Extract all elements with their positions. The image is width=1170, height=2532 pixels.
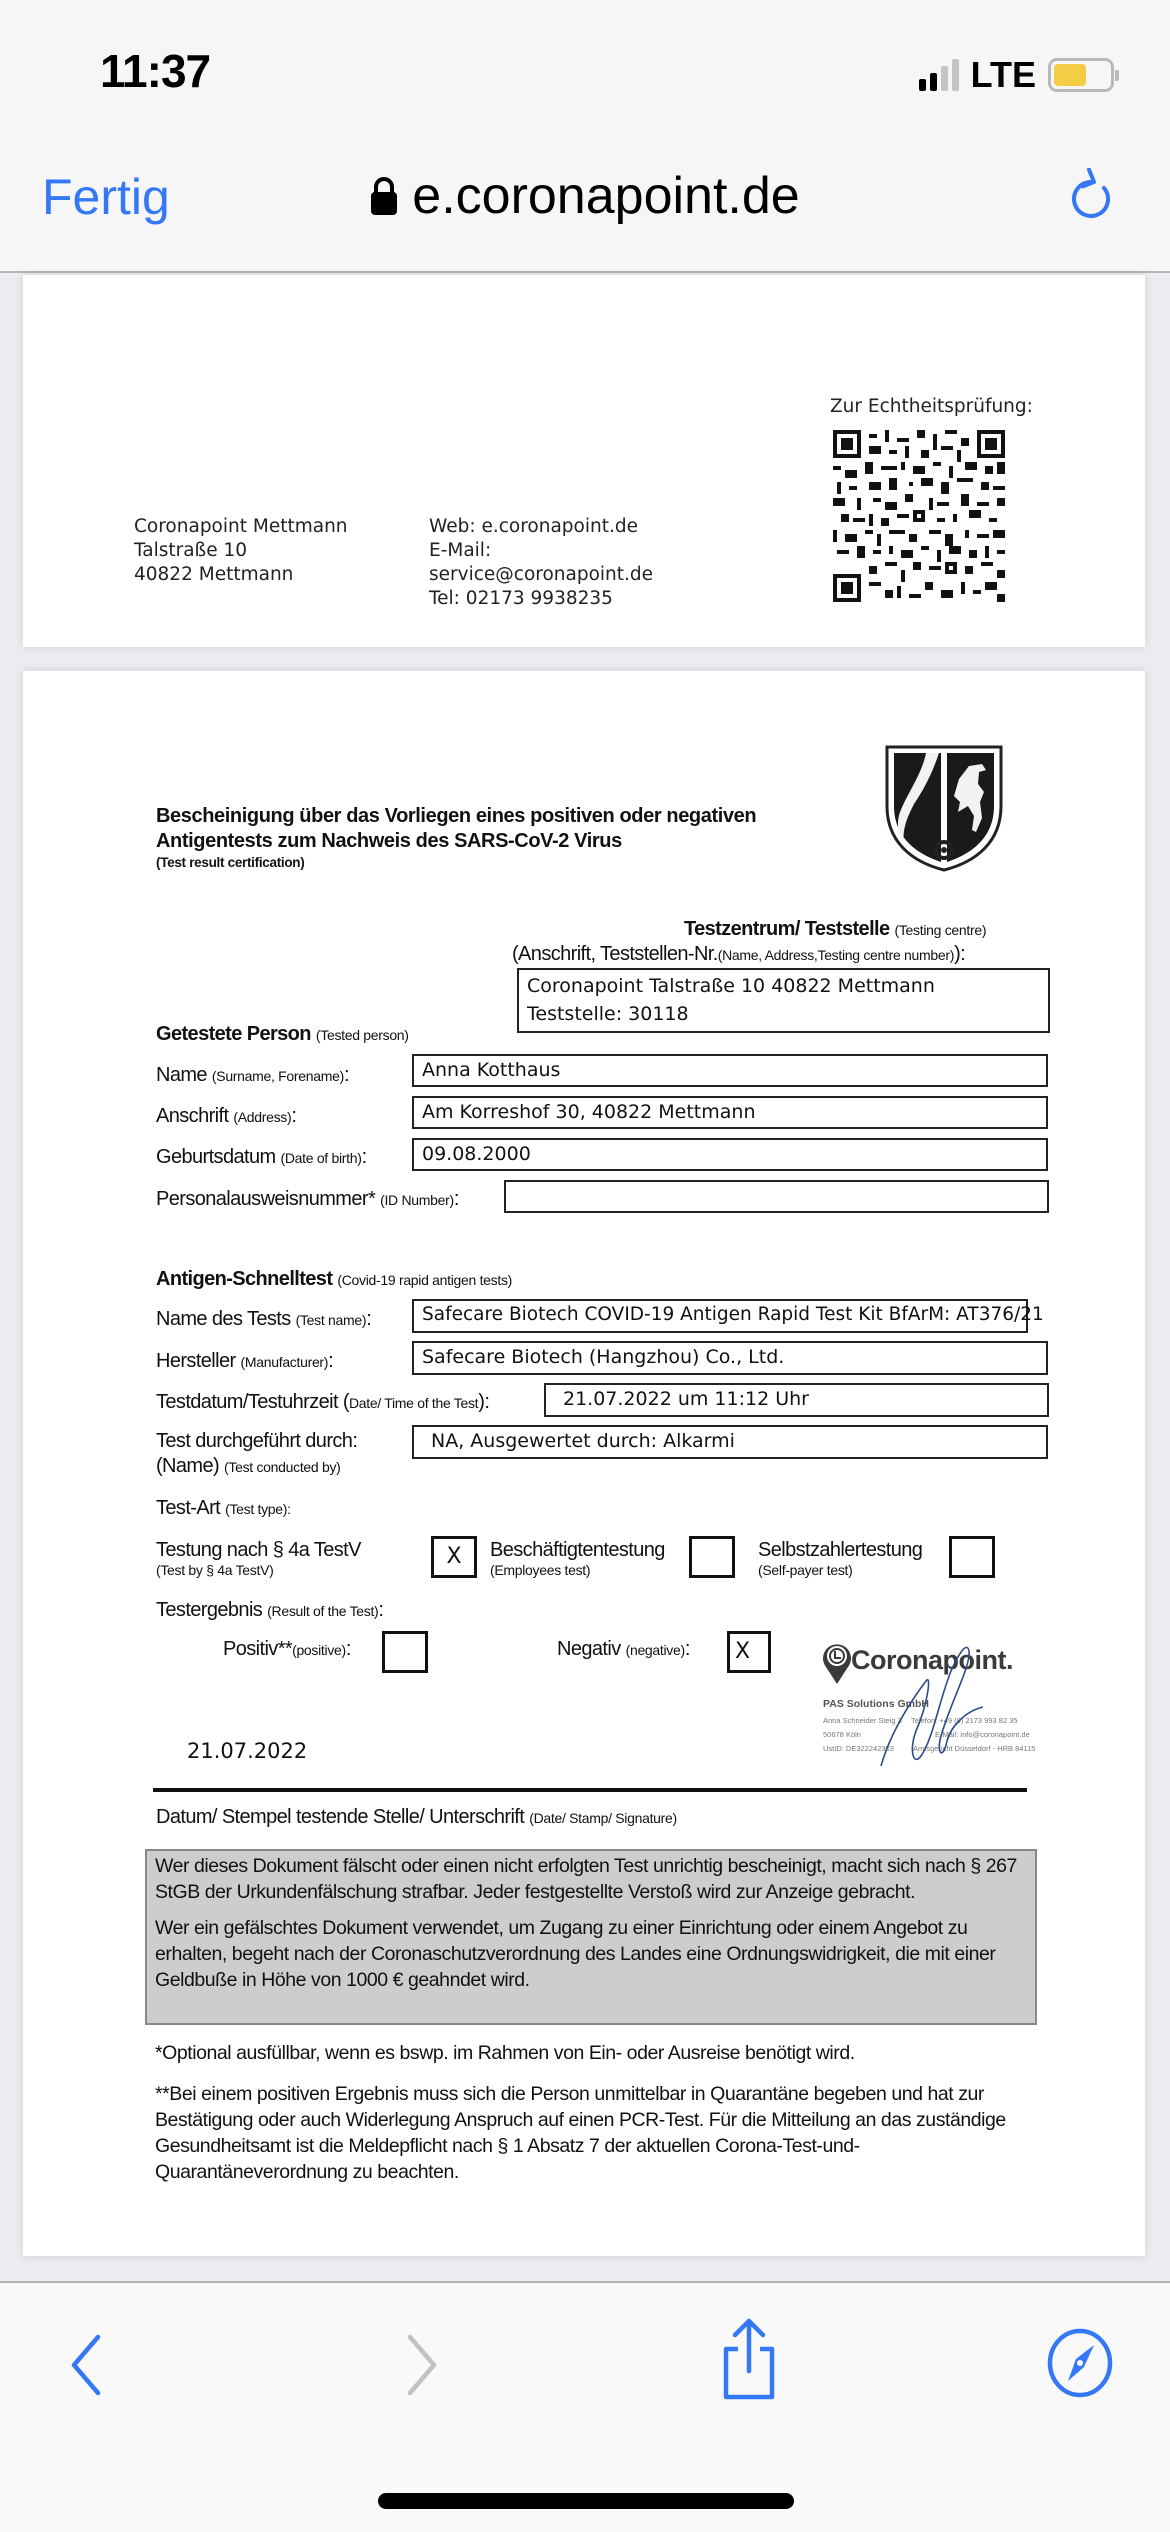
conducted-by-label-name: (Name) [156,1455,220,1477]
name-field: Anna Kotthaus [412,1054,1048,1087]
lock-icon [370,176,398,216]
testing-centre-title-en: (Testing centre) [894,922,987,938]
test-datetime-label-end: ): [478,1391,490,1413]
test-datetime-field: 21.07.2022 um 11:12 Uhr [544,1383,1049,1417]
option-selfpayer-label-en: (Self-payer test) [758,1562,853,1578]
birthdate-label-de: Geburtsdatum [156,1146,276,1168]
contact-email: service@coronapoint.de [429,564,654,585]
company-contact [429,515,653,611]
address-label-de: Anschrift [156,1105,229,1127]
legal-warning-box [145,1849,1037,2025]
id-number-label-de: Personalausweisnummer* [156,1188,376,1210]
antigen-test-title-en: (Covid-19 rapid antigen tests) [337,1272,513,1288]
manufacturer-label-de: Hersteller [156,1350,236,1372]
company-street: Talstraße 10 [134,540,248,561]
test-name-label-de: Name des Tests [156,1308,291,1330]
name-label-en: (Surname, Forename) [211,1068,344,1084]
tested-person-heading [156,1023,409,1046]
centre-sublabel: (Anschrift, Teststellen-Nr. [512,943,718,965]
conducted-by-label [156,1429,357,1480]
positive-label: Positiv**(positive): [223,1638,351,1660]
signature-date: 21.07.2022 [187,1739,308,1763]
id-number-label-en: (ID Number) [380,1192,454,1208]
positive-label-de: Positiv** [223,1638,293,1660]
antigen-test-title: Antigen-Schnelltest [156,1268,333,1290]
compass-icon[interactable] [1046,2327,1114,2399]
stamp-court: Amtsgericht Düsseldorf - HRB 84115 [913,1744,1036,1753]
address-label-en: (Address) [233,1109,292,1125]
id-number-label: Personalausweisnummer* (ID Number): [156,1188,459,1210]
company-city: 40822 Mettmann [134,564,294,585]
warning-forgery: Wer dieses Dokument fälscht oder einen nicht erfolgten Test unrichtig bescheinigt, macht sich nach § 267 StGB der Urkundenfälschung strafbar. Jeder festgestellte Verstoß wird zur Anzeige gebracht. [155,1855,1017,1903]
footnote-optional: *Optional ausfüllbar, wenn es bswp. im Rahmen von Ein- oder Ausreise benötigt wird. [155,2042,855,2064]
testing-centre-sublabel [512,943,965,966]
browser-top-bar [0,0,1170,273]
footnote-positive: **Bei einem positiven Ergebnis muss sich die Person unmittelbar in Quarantäne begeben und hat zur Bestätigung oder auch Widerlegung Anspruch auf einen PCR-Test. Für die Mitteilung an das zuständige Gesundheitsamt ist die Meldepflicht nach § 1 Absatz 7 der aktuellen Corona-Test-und-Quarantäneverordnung zu beachten. [155,2083,1006,2183]
option-employees-label-en: (Employees test) [490,1562,591,1578]
signature-label-en: (Date/ Stamp/ Signature) [529,1810,677,1826]
stamp-email: E-Mail: info@coronapoint.de [935,1730,1030,1739]
chevron-right-icon[interactable] [402,2333,442,2397]
test-type-label-de: Test-Art [156,1497,221,1519]
title-english: (Test result certification) [156,855,305,870]
company-address [134,515,348,587]
contact-email-label: E-Mail: [429,540,492,561]
positive-label-en: (positive) [292,1642,346,1658]
status-time: 11:37 [100,45,211,97]
option-4a-label: Testung nach § 4a TestV [156,1539,361,1561]
negative-label: Negativ (negative): [557,1638,690,1660]
option-selfpayer-label: Selbstzahlertestung [758,1539,923,1561]
map-pin-logo-icon [821,1641,853,1685]
stamp-phone: Telefon: +49 (0) 2173 993 82 35 [911,1716,1018,1725]
home-indicator[interactable] [378,2493,794,2509]
testing-centre-address: Coronapoint Talstraße 10 40822 Mettmann [527,975,935,997]
test-datetime-label [156,1391,489,1414]
birthdate-field: 09.08.2000 [412,1138,1048,1171]
contact-web: Web: e.coronapoint.de [429,516,638,537]
manufacturer-label: Hersteller (Manufacturer): [156,1350,334,1372]
result-label-de: Testergebnis [156,1599,263,1621]
address-label: Anschrift (Address): [156,1105,297,1127]
company-name: Coronapoint Mettmann [134,516,348,537]
option-4a-label-en: (Test by § 4a TestV) [156,1562,274,1578]
stamp-address2: 50678 Köln [823,1730,861,1739]
address-field: Am Korreshof 30, 40822 Mettmann [412,1096,1048,1129]
antigen-test-heading [156,1268,512,1291]
testing-centre-number: Teststelle: 30118 [527,1003,689,1025]
title-line-2: Antigentests zum Nachweis des SARS-CoV-2 Virus [156,830,622,852]
result-label: Testergebnis (Result of the Test): [156,1599,384,1621]
signature-line [153,1788,1027,1792]
negative-checkbox: X [727,1631,771,1673]
test-name-field: Safecare Biotech COVID-19 Antigen Rapid Test Kit BfArM: AT376/21 [412,1299,1028,1333]
signature-icon [871,1641,991,1769]
id-number-field [504,1180,1049,1213]
address-bar[interactable] [0,166,1170,226]
nrw-coat-of-arms-icon [884,744,1004,872]
conducted-by-label-en: (Test conducted by) [224,1459,341,1475]
stamp-brand: Coronapoint. [851,1645,1013,1675]
test-type-label [156,1497,291,1520]
signature-label [156,1806,677,1829]
test-type-option-employees [490,1540,665,1580]
test-type-4a-checkbox: X [431,1536,477,1578]
qr-code-icon [833,430,1005,602]
test-type-label-en: (Test type): [225,1501,291,1517]
tested-person-title: Getestete Person [156,1023,311,1045]
signal-icon [919,59,959,91]
done-button[interactable]: Fertig [42,169,170,225]
conducted-by-field: NA, Ausgewertet durch: Alkarmi [412,1425,1048,1459]
birthdate-label-en: (Date of birth) [280,1150,362,1166]
signature-label-de: Datum/ Stempel testende Stelle/ Unterschrift [156,1806,525,1828]
manufacturer-field: Safecare Biotech (Hangzhou) Co., Ltd. [412,1341,1048,1375]
certificate-title [156,804,756,870]
result-label-en: (Result of the Test) [267,1603,379,1619]
testing-centre-heading [684,918,986,941]
warning-usage: Wer ein gefälschtes Dokument verwendet, um Zugang zu einer Einrichtung oder einem Angebot zu erhalten, begeht nach der Coronaschutzverordnung des Landes eine Ordnungswidrigkeit, die mit einer Geldbuße in Höhe von 1000 € geahndet wird. [155,1917,996,1991]
negative-label-de: Negativ [557,1638,621,1660]
contact-tel: Tel: 02173 9938235 [429,588,613,609]
test-datetime-label-de: Testdatum/Testuhrzeit ( [156,1391,349,1413]
status-indicators [919,54,1114,96]
title-line-1: Bescheinigung über das Vorliegen eines positiven oder negativen [156,805,757,827]
name-label-de: Name [156,1064,207,1086]
url-text: e.coronapoint.de [412,167,800,225]
centre-sublabel-en: (Name, Address,Testing centre number) [717,947,955,963]
tested-person-title-en: (Tested person) [315,1027,409,1043]
test-type-option-4a [156,1540,361,1580]
test-name-label: Name des Tests (Test name): [156,1308,372,1330]
stamp-address1: Anna Schneider Steig 3 [823,1716,902,1725]
test-type-option-selfpayer [758,1540,922,1580]
battery-icon [1048,58,1114,92]
name-label: Name (Surname, Forename): [156,1064,349,1086]
negative-label-en: (negative) [625,1642,685,1658]
share-icon[interactable] [718,2317,780,2403]
birthdate-label: Geburtsdatum (Date of birth): [156,1146,367,1168]
test-type-employees-checkbox [689,1536,735,1578]
qr-label: Zur Echtheitsprüfung: [830,396,1033,417]
stamp-ustid: UstID: DE322242303 [823,1744,894,1753]
centre-sublabel-end: ): [954,943,966,965]
testing-centre-title: Testzentrum/ Teststelle [684,918,890,940]
company-stamp [801,1641,1051,1771]
test-name-label-en: (Test name) [295,1312,367,1328]
chevron-left-icon[interactable] [66,2333,106,2397]
test-type-selfpayer-checkbox [949,1536,995,1578]
stamp-company: PAS Solutions GmbH [823,1698,929,1710]
test-datetime-label-en: Date/ Time of the Test [348,1395,479,1411]
manufacturer-label-en: (Manufacturer) [240,1354,329,1370]
reload-icon[interactable] [1068,168,1118,226]
conducted-by-label-de: Test durchgeführt durch: [156,1430,358,1452]
option-employees-label: Beschäftigtentestung [490,1539,665,1561]
network-label: LTE [970,54,1036,95]
document-page-1 [23,275,1145,647]
testing-centre-field [517,968,1050,1033]
document-page-2 [23,671,1145,2256]
positive-checkbox [382,1631,428,1673]
